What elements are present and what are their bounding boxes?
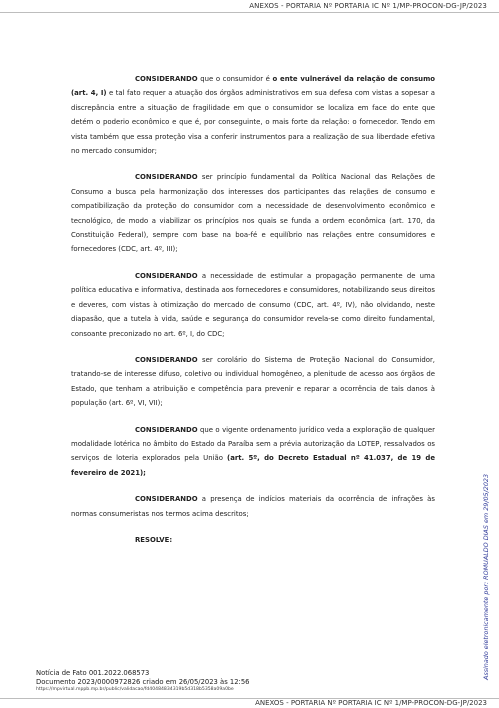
- paragraph-protection-system: CONSIDERANDO ser corolário do Sistema de Proteção Nacional do Consumidor, tratando-se de interesse difuso, coletivo ou individual homogêneo, a plenitude de acesso aos órgãos de Estado, que tenham a atribuição e competência para prevenir e reparar a ocorrência de tais danos à população (art. 6º, VI, VII);: [71, 355, 435, 408]
- document-footer: [36, 669, 250, 695]
- footer-validation-link[interactable]: https://mpvirtual.mppb.mp.br/public/validacao/fd40484834319b5d318b5358a09a0be: [36, 687, 234, 693]
- header-divider: [0, 12, 499, 13]
- paragraph-educational-policy: CONSIDERANDO a necessidade de estimular a propagação permanente de uma política educativa e informativa, destinada aos fornecedores e consumidores, notabilizando seus direitos e deveres, com vistas à otimização do mercado de consumo (CDC, art. 4º, IV), não olvidando, neste diapasão, que a tutela à vida, saúde e segurança do consumidor revela-se como direito fundamental, consoante preconizado no art. 6º, I, do CDC;: [71, 271, 435, 338]
- considerando-label: CONSIDERANDO: [135, 173, 198, 182]
- signature-stamp: [482, 260, 494, 700]
- footer-document-id: Documento 2023/0000972826 criado em 26/05/2023 às 12:56: [36, 677, 250, 686]
- considerando-label: CONSIDERANDO: [135, 425, 198, 434]
- considerando-label: CONSIDERANDO: [135, 271, 198, 280]
- footer-notice-id: Notícia de Fato 001.2022.068573: [36, 669, 150, 677]
- paragraph-vulnerable-consumer: CONSIDERANDO que o consumidor é o ente vulnerável da relação de consumo (art. 4, I) e tal fato requer a atuação dos órgãos administrativos em sua defesa com vistas a sopesar a discrepância entre a situação de fragilidade em que o consumidor se localiza em face do ente que detém o poderio econômico e que é, por conseguinte, o mais forte da relação: o fornecedor. Tendo em vista também que essa proteção visa a conferir instrumentos para a realização de sua liberdade efetiva no mercado consumidor;: [71, 75, 435, 156]
- paragraph-infractions: CONSIDERANDO a presença de indícios materiais da ocorrência de infrações às normas consumeristas nos termos acima descritos;: [71, 495, 435, 518]
- signature-stamp-text: Assinado eletronicamente por: ROMUALDO DIAS em 29/05/2023: [482, 473, 490, 680]
- paragraph-national-policy: CONSIDERANDO ser princípio fundamental da Política Nacional das Relações de Consumo a busca pela harmonização dos interesses dos participantes das relações de consumo e compatibilização da proteção do consumidor com a necessidade de desenvolvimento econômico e tecnológico, de modo a viabilizar os princípios nos quais se funda a ordem econômica (art. 170, da Constituição Federal), sempre com base na boa-fé e equilíbrio nas relações entre consumidores e fornecedores (CDC, art. 4º, III);: [71, 173, 435, 254]
- considerando-label: CONSIDERANDO: [135, 355, 198, 364]
- page-header: ANEXOS - PORTARIA Nº PORTARIA IC Nº 1/MP-PROCON-DG-JP/2023: [249, 2, 487, 10]
- considerando-label: CONSIDERANDO: [135, 495, 198, 504]
- document-body: [71, 72, 435, 547]
- footer-title: ANEXOS - PORTARIA Nº PORTARIA IC Nº 1/MP-PROCON-DG-JP/2023: [255, 699, 487, 707]
- considerando-label: CONSIDERANDO: [135, 75, 198, 83]
- resolve-heading: RESOLVE:: [135, 535, 173, 544]
- paragraph-lottery-law: CONSIDERANDO que o vigente ordenamento jurídico veda a exploração de qualquer modalidade lotérica no âmbito do Estado da Paraíba sem a prévia autorização da LOTEP, ressalvados os serviços de loteria explorados pela União (art. 5º, do Decreto Estadual nº 41.037, de 19 de fevereiro de 2021);: [71, 425, 435, 477]
